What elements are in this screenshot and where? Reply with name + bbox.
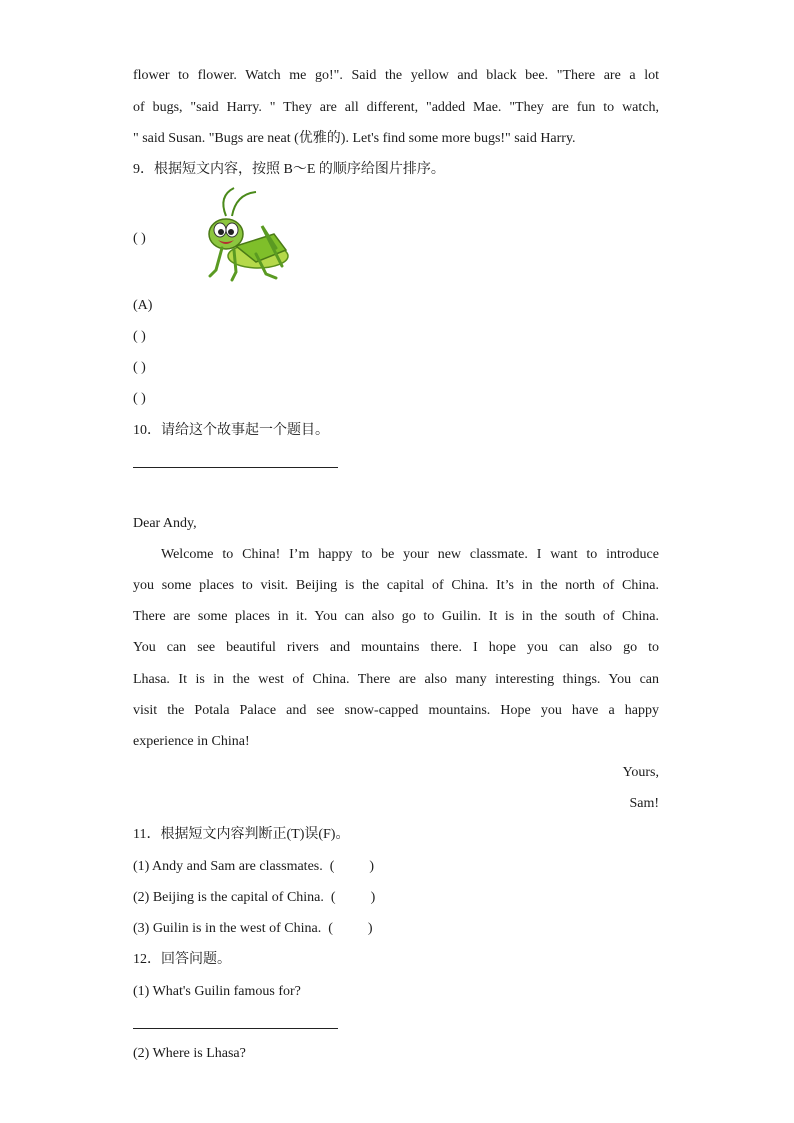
- letter-greeting: Dear Andy,: [133, 516, 197, 531]
- question-12-prompt: 12．回答问题。: [133, 952, 231, 967]
- q12-item-2: (2) Where is Lhasa?: [133, 1046, 246, 1061]
- q9-label-a: (A): [133, 298, 153, 313]
- q9-blank-3[interactable]: ( ): [133, 360, 146, 375]
- q11-item-3[interactable]: (3) Guilin is in the west of China. ( ): [133, 921, 373, 936]
- question-10-prompt: 10．请给这个故事起一个题目。: [133, 423, 329, 438]
- letter-line-6: visit the Potala Palace and see snow-capped mountains. Hope you have a happy: [133, 703, 659, 718]
- q9-blank-1[interactable]: ( ): [133, 231, 146, 246]
- passage-line-3: " said Susan. "Bugs are neat (优雅的). Let's find some more bugs!" said Harry.: [133, 131, 576, 146]
- question-11-prompt: 11．根据短文内容判断正(T)误(F)。: [133, 827, 350, 842]
- letter-line-5: Lhasa. It is in the west of China. There are also many interesting things. You can: [133, 672, 659, 687]
- q10-answer-line[interactable]: [133, 467, 338, 468]
- q9-blank-2[interactable]: ( ): [133, 329, 146, 344]
- letter-signature: Sam!: [629, 796, 659, 811]
- letter-closing: Yours,: [622, 765, 659, 780]
- q12-item-1: (1) What's Guilin famous for?: [133, 984, 301, 999]
- q12-answer-line-1[interactable]: [133, 1028, 338, 1029]
- letter-line-1: Welcome to China! I’m happy to be your new classmate. I want to introduce: [161, 547, 659, 562]
- letter-line-4: You can see beautiful rivers and mountains there. I hope you can also go to: [133, 640, 659, 655]
- letter-line-7: experience in China!: [133, 734, 250, 749]
- q11-item-2[interactable]: (2) Beijing is the capital of China. ( ): [133, 890, 376, 905]
- letter-line-2: you some places to visit. Beijing is the capital of China. It’s in the north of China.: [133, 578, 659, 593]
- q11-item-1[interactable]: (1) Andy and Sam are classmates. ( ): [133, 859, 375, 874]
- grasshopper-image: [196, 186, 292, 286]
- question-9-prompt: 9．根据短文内容，按照 B～E 的顺序给图片排序。: [133, 162, 445, 177]
- passage-line-1: flower to flower. Watch me go!". Said the yellow and black bee. "There are a lot: [133, 68, 659, 83]
- passage-line-2: of bugs, "said Harry. " They are all different, "added Mae. "They are fun to watch,: [133, 100, 659, 115]
- letter-line-3: There are some places in it. You can also go to Guilin. It is in the south of China.: [133, 609, 659, 624]
- q9-blank-4[interactable]: ( ): [133, 391, 146, 406]
